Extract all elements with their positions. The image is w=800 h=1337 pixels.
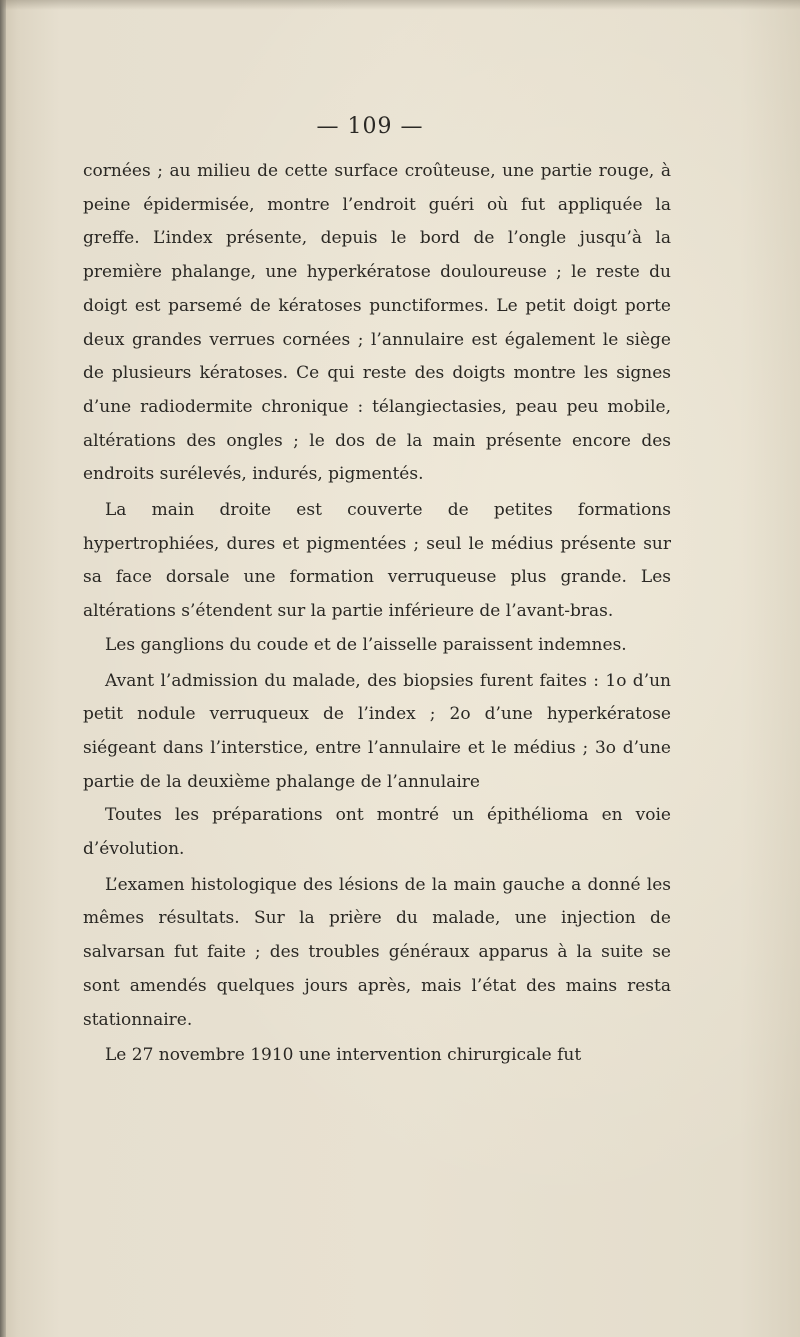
paragraph-2: La main droite est couverte de petites formations hypertrophiées, dures et pigmentées ; seul le médius présente sur sa face dorsale une formation verruqueuse plus grande. Les altérations s’étendent sur la partie inférieure de l’avant-bras. bbox=[83, 500, 671, 622]
page-spine-shadow bbox=[0, 0, 6, 1337]
paragraph-6: L’examen histologique des lésions de la main gauche a donné les mêmes résultats. Sur la prière du malade, une injection de salvarsan fut faite ; des troubles généraux apparus à la suite se sont amendés quelques jours après, mais l’état des mains resta stationnaire. bbox=[83, 874, 671, 1030]
page-top-edge bbox=[0, 0, 800, 10]
paragraph-4: Avant l’admission du malade, des biopsies furent faites : 1o d’un petit nodule verruqueux de l’index ; 2o d’une hyperkératose siégeant dans l’interstice, entre l’annulaire et le médius ; 3o d’une partie de la deuxième phalange de l’annulaire bbox=[83, 670, 671, 792]
paragraph-1: cornées ; au milieu de cette surface croûteuse, une partie rouge, à peine épidermisée, montre l’endroit guéri où fut appliquée la greffe. L’index présente, depuis le bord de l’ongle jusqu’à la première phalange, une hyperkératose douloureuse ; le reste du doigt est parsemé de kératoses punctiformes. Le petit doigt porte deux grandes verrues cornées ; l’annulaire est également le siège de plusieurs kératoses. Ce qui reste des doigts montre les signes d’une radiodermite chronique : télangiectasies, peau peu mobile, altérations des ongles ; le dos de la main présente encore des endroits surélevés, indurés, pigmentés. bbox=[83, 161, 671, 485]
page-number-header: — 109 — bbox=[316, 114, 424, 139]
paragraph-5: Toutes les préparations ont montré un épithélioma en voie d’évolution. bbox=[83, 805, 671, 860]
body-text bbox=[83, 155, 671, 1073]
paragraph-7: Le 27 novembre 1910 une intervention chirurgicale fut bbox=[105, 1045, 582, 1066]
paragraph-3: Les ganglions du coude et de l’aisselle paraissent indemnes. bbox=[105, 634, 627, 655]
